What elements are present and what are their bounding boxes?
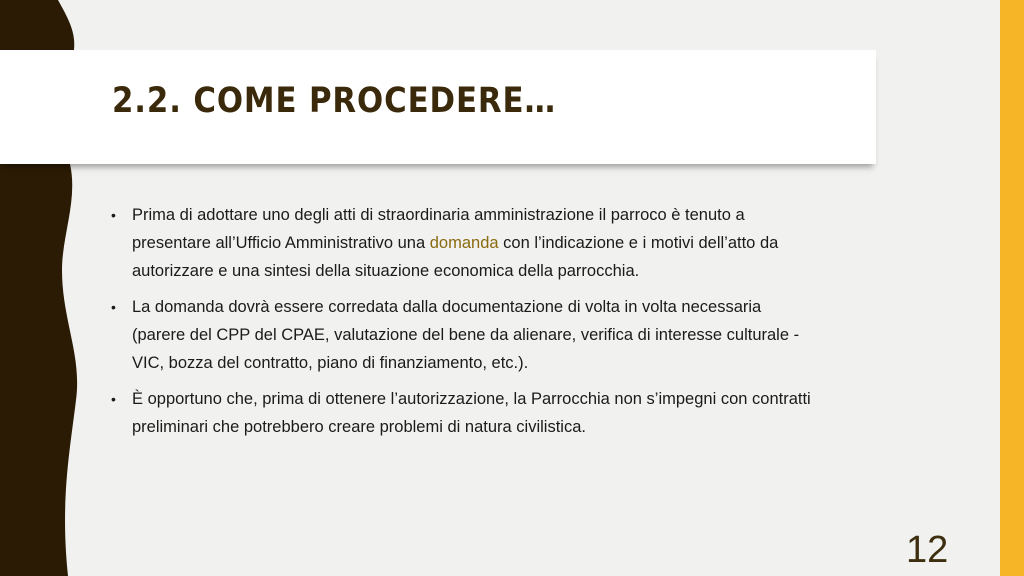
bullet-text-part: con l’indicazione e i motivi dell’atto da autorizzare e una sintesi della situazione economica della parrocchia. [132, 234, 779, 280]
bullet-list [111, 201, 811, 449]
bullet-marker-icon: • [111, 207, 116, 223]
bullet-item [111, 201, 811, 285]
bullet-text: La domanda dovrà essere corredata dalla documentazione di volta in volta necessaria (parere del CPP del CPAE, valutazione del bene da alienare, verifica di interesse culturale - VIC, bozza del contratto, piano di finanziamento, etc.). [132, 298, 800, 372]
bullet-item [111, 293, 811, 377]
bullet-marker-icon: • [111, 391, 116, 407]
page-number: 12 [906, 529, 949, 571]
right-accent-stripe [1000, 0, 1024, 576]
bullet-marker-icon: • [111, 299, 116, 315]
slide-title: 2.2. COME PROCEDERE… [112, 81, 557, 121]
bullet-text-part: Prima di adottare uno degli atti di straordinaria amministrazione il parroco è tenuto a presentare all’Ufficio Amministrativo una [132, 206, 745, 252]
bullet-item [111, 385, 811, 441]
bullet-text: È opportuno che, prima di ottenere l’autorizzazione, la Parrocchia non s’impegni con contratti preliminari che potrebbero creare problemi di natura civilistica. [132, 390, 811, 436]
highlight-word-domanda: domanda [429, 234, 499, 252]
